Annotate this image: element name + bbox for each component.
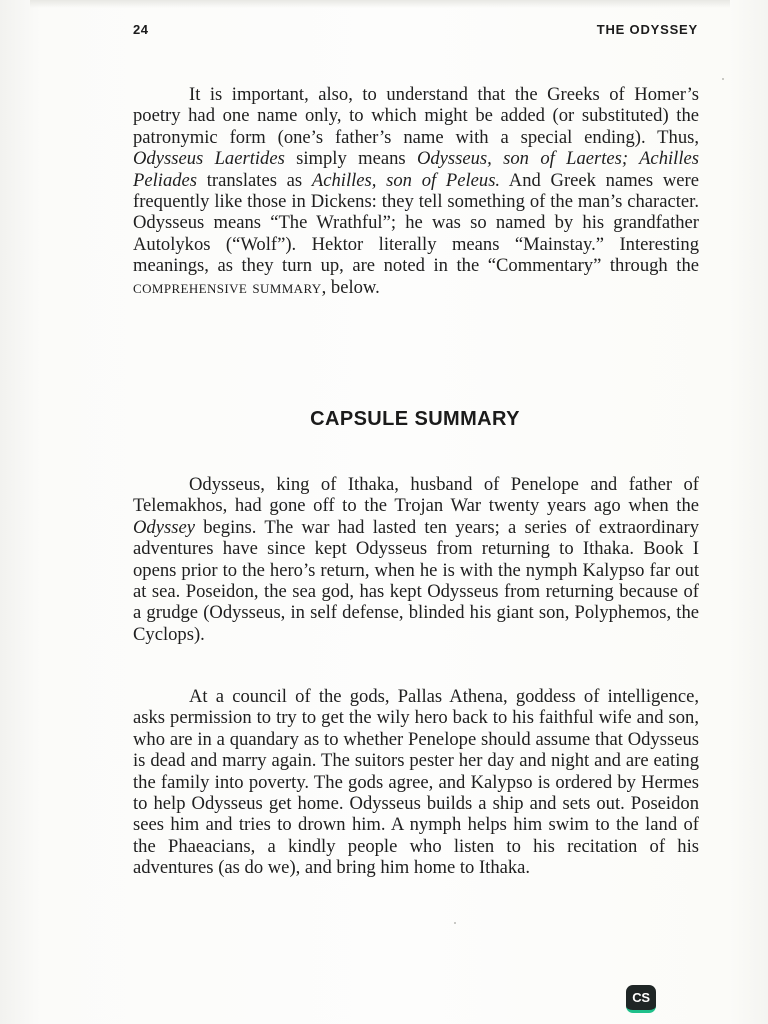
- scan-speck: [722, 78, 724, 80]
- summary-text-2: begins. The war had lasted ten years; a series of extraordinary adventures have since kept Odysseus from returning to Ithaka. Book I opens prior to the hero’s return, when he is with the nymph Kalypso far out at sea. Poseidon, the sea god, has kept Odysseus from returning because of a grudge (Odysseus, in self defense, blinded his giant son, Polyphemos, the Cyclops).: [133, 516, 699, 645]
- page-number: 24: [133, 22, 149, 37]
- intro-paragraph: [133, 84, 699, 298]
- scan-edge-shadow: [30, 0, 730, 8]
- intro-smallcaps-reference: comprehensive summary: [133, 276, 322, 298]
- intro-italic-2: Odysseus, son of Laertes; Achilles Peliades: [133, 148, 699, 191]
- summary-text-1: Odysseus, king of Ithaka, husband of Penelope and father of Telemakhos, had gone off to the Trojan War twenty years ago when the: [133, 474, 699, 517]
- intro-text-4: And Greek names were frequently like those in Dickens: they tell something of the man’s character. Odysseus means “The Wrathful”; he was so named by his grandfather Autolykos (“Wolf”). Hektor literally means “Mainstay.” Interesting meanings, as they turn up, are noted in the “Commentary” through the: [133, 169, 700, 277]
- intro-text-2: simply means: [284, 148, 417, 170]
- running-title: THE ODYSSEY: [596, 22, 698, 37]
- intro-italic-1: Odysseus Laertides: [133, 148, 285, 170]
- intro-text-3: translates as: [197, 169, 312, 191]
- scan-speck: [454, 922, 456, 924]
- section-heading: CAPSULE SUMMARY: [310, 408, 520, 430]
- summary-italic-title: Odyssey: [133, 516, 195, 538]
- summary-paragraph-2: At a council of the gods, Pallas Athena, goddess of intelligence, asks permission to try to get the wily hero back to his faithful wife and son, who are in a quandary as to whether Penelope should assume that Odysseus is dead and marry again. The suitors pester her day and night and are eating the family into poverty. The gods agree, and Kalypso is ordered by Hermes to help Odysseus get home. Odysseus builds a ship and sets out. Poseidon sees him and tries to drown him. A nymph helps him swim to the land of the Phaeacians, a kindly people who listen to his recitation of his adventures (as do we), and bring him home to Ithaka.: [133, 686, 699, 879]
- intro-italic-3: Achilles, son of Peleus.: [311, 169, 501, 191]
- intro-text-1: It is important, also, to understand that the Greeks of Homer’s poetry had one name only, to which might be added (or substituted) the patronymic form (one’s father’s name with a special ending). Thus,: [133, 84, 699, 148]
- camscanner-logo-icon: CS: [626, 985, 656, 1013]
- intro-text-5: , below.: [321, 276, 380, 298]
- summary-paragraph-1: [133, 474, 699, 645]
